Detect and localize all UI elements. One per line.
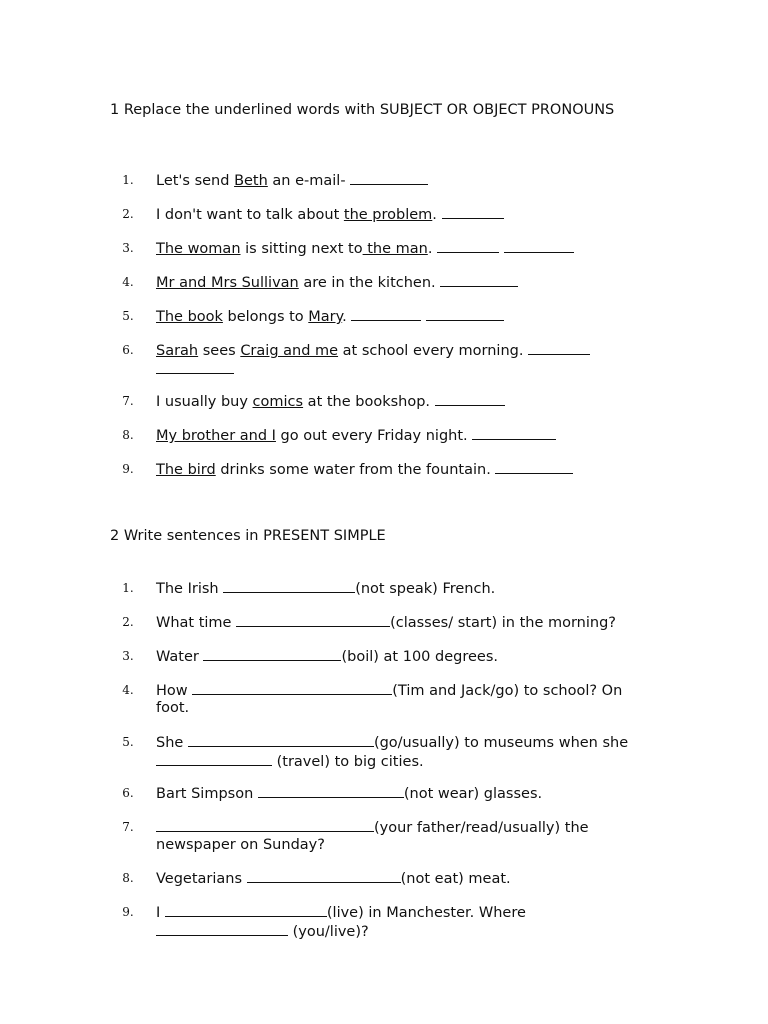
sentence-text: I don't want to talk about [156,207,344,223]
sentence-text: What time [156,615,237,631]
item-number: 8. [122,428,134,442]
sentence-text: (your father/read/usually) the newspaper on Sunday? [156,820,589,853]
underlined-word: Craig and me [240,343,339,359]
answer-blank[interactable] [165,903,327,917]
answer-blank[interactable] [223,579,355,593]
underlined-word: The book [156,309,223,325]
answer-blank[interactable] [156,922,288,936]
sentence-text: . [427,241,438,257]
underlined-word: My brother and I [156,428,276,444]
item-text [156,869,650,888]
item-text [156,426,650,445]
sentence-text: sees [198,343,241,359]
item-text [156,205,650,224]
item-number: 7. [122,820,134,834]
sentence-text: (travel) to big cities. [272,754,424,770]
item-text [156,171,650,190]
sentence-text: is sitting next to [240,241,363,257]
answer-blank[interactable] [192,681,392,695]
item-number: 2. [122,207,134,221]
item-number: 9. [122,905,134,919]
sentence-text: The Irish [156,581,224,597]
item-text [156,613,650,632]
sentence-text: I [156,905,165,921]
sentence-text: (you/live)? [288,924,369,940]
answer-blank[interactable] [350,171,428,185]
sentence-text: Vegetarians [156,871,247,887]
answer-blank[interactable] [156,818,374,832]
answer-blank[interactable] [435,392,505,406]
item-number: 1. [122,173,134,187]
sentence-text: an e-mail- [267,173,351,189]
answer-blank[interactable] [236,613,390,627]
underlined-word: the problem [343,207,433,223]
sentence-text: (go/usually) to museums when she [373,735,629,751]
answer-blank[interactable] [203,647,341,661]
item-text [156,307,650,326]
item-text [156,784,650,803]
item-text [156,273,650,292]
item-text [156,239,650,258]
underlined-word: the man [362,241,428,257]
item-text [156,579,650,598]
item-text [156,818,650,854]
answer-blank[interactable] [437,239,499,253]
sentence-text: (not wear) glasses. [403,786,543,802]
item-number: 8. [122,871,134,885]
item-number: 5. [122,309,134,323]
answer-blank[interactable] [156,360,234,374]
answer-blank[interactable] [426,307,504,321]
sentence-text: Bart Simpson [156,786,258,802]
sentence-text: (not speak) French. [355,581,496,597]
item-number: 2. [122,615,134,629]
underlined-word: Beth [234,173,268,189]
answer-blank[interactable] [247,869,401,883]
sentence-text: Water [156,649,204,665]
sentence-text: She [156,735,188,751]
answer-blank[interactable] [188,733,374,747]
sentence-text: belongs to [222,309,309,325]
answer-blank[interactable] [258,784,404,798]
underlined-word: The bird [156,462,216,478]
sentence-text: . [342,309,352,325]
answer-blank[interactable] [156,752,272,766]
answer-blank[interactable] [351,307,421,321]
item-number: 3. [122,241,134,255]
item-text [156,681,650,717]
sentence-text: I usually buy [156,394,253,410]
item-number: 6. [122,343,134,357]
item-text [156,392,650,411]
sentence-text: are in the kitchen. [298,275,441,291]
item-number: 3. [122,649,134,663]
section-2-heading: 2 Write sentences in PRESENT SIMPLE [110,528,386,544]
sentence-text: (not eat) meat. [400,871,511,887]
item-number: 1. [122,581,134,595]
sentence-text: drinks some water from the fountain. [215,462,496,478]
underlined-word: comics [252,394,304,410]
sentence-text: . [432,207,442,223]
sentence-text: at the bookshop. [303,394,435,410]
item-number: 6. [122,786,134,800]
item-number: 5. [122,735,134,749]
answer-blank[interactable] [472,426,556,440]
item-text [156,647,650,666]
item-number: 4. [122,275,134,289]
answer-blank[interactable] [495,460,573,474]
item-text [156,733,650,771]
answer-blank[interactable] [440,273,518,287]
answer-blank[interactable] [504,239,574,253]
answer-blank[interactable] [528,341,590,355]
underlined-word: Mary [308,309,343,325]
sentence-text: How [156,683,193,699]
sentence-text: (live) in Manchester. Where [326,905,526,921]
underlined-word: Mr and Mrs Sullivan [156,275,299,291]
sentence-text: at school every morning. [338,343,529,359]
item-text [156,460,650,479]
item-text [156,341,650,379]
sentence-text: Let's send [156,173,235,189]
sentence-text: (Tim and Jack/go) to school? On foot. [156,683,623,716]
answer-blank[interactable] [442,205,504,219]
sentence-text: (boil) at 100 degrees. [341,649,498,665]
underlined-word: The woman [156,241,241,257]
sentence-text: go out every Friday night. [275,428,473,444]
item-text [156,903,650,941]
sentence-text: (classes/ start) in the morning? [390,615,616,631]
item-number: 9. [122,462,134,476]
section-1-heading: 1 Replace the underlined words with SUBJECT OR OBJECT PRONOUNS [110,102,615,118]
underlined-word: Sarah [156,343,199,359]
item-number: 7. [122,394,134,408]
item-number: 4. [122,683,134,697]
